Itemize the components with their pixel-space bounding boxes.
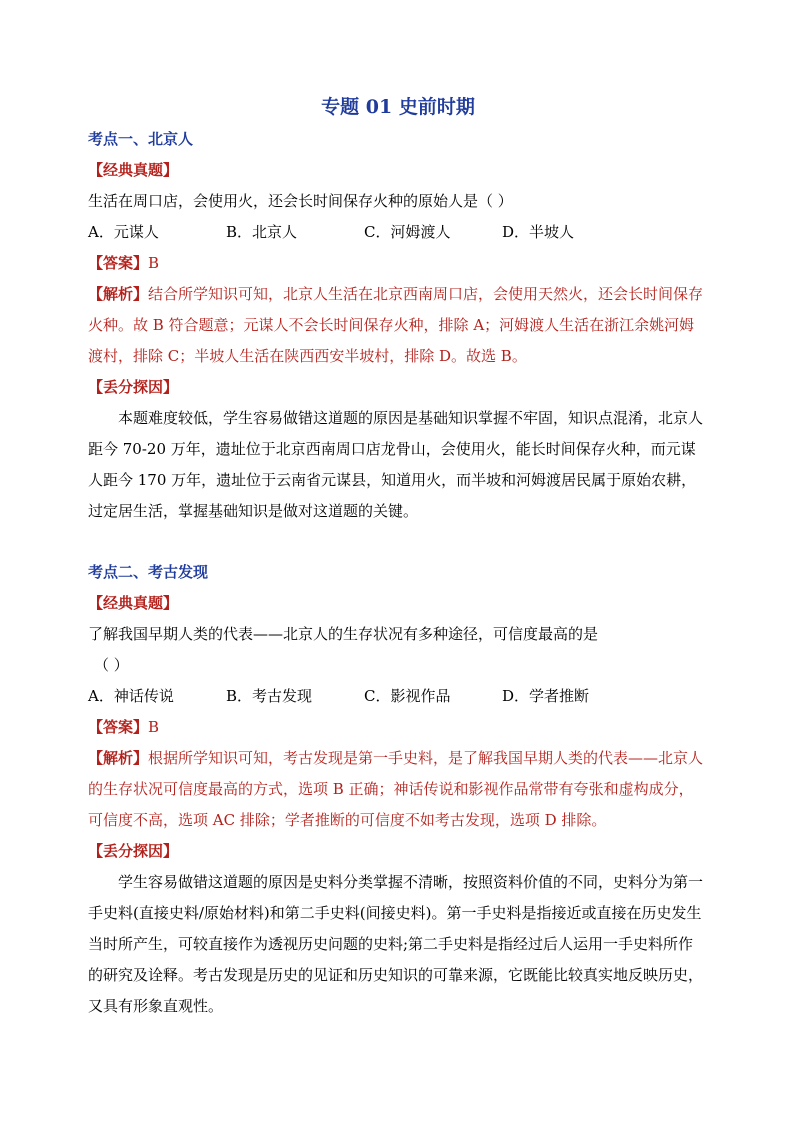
section-archaeology — [88, 557, 708, 1022]
option-c: C．河姆渡人 — [364, 223, 451, 241]
option-c: C．影视作品 — [364, 687, 451, 705]
answer-value: B — [148, 718, 160, 736]
answer-tag: 【答案】 — [88, 718, 149, 736]
answer-options — [88, 681, 708, 712]
analysis-tag: 【解析】 — [88, 285, 149, 303]
analysis-text: 结合所学知识可知，北京人生活在北京西南周口店，会使用天然火，还会长时间保存火种。故 B 符合题意；元谋人不会长时间保存火种，排除 A；河姆渡人生活在浙江余姚河姆渡村，排除 C；半坡人生活在陕西西安半坡村，排除 D。故选 B。 — [88, 285, 704, 365]
classic-question-tag: 【经典真题】 — [88, 161, 179, 179]
classic-question-tag: 【经典真题】 — [88, 594, 179, 612]
answer-line — [88, 248, 708, 279]
analysis-block — [88, 743, 708, 836]
reason-tag: 【丢分探因】 — [88, 378, 179, 396]
page-title: 专题 01 史前时期 — [321, 96, 475, 118]
analysis-tag: 【解析】 — [88, 749, 149, 767]
answer-options — [88, 217, 708, 248]
reason-text: 学生容易做错这道题的原因是史料分类掌握不清晰，按照资料价值的不同，史料分为第一手史料(直接史料/原始材料)和第二手史料(间接史料)。第一手史料是指接近或直接在历史发生当时所产生，可较直接作为透视历史问题的史料;第二手史料是指经过后人运用一手史料所作的研究及诠释。考古发现是历史的见证和历史知识的可靠来源，它既能比较真实地反映历史，又具有形象直观性。 — [88, 873, 704, 1015]
option-b: B．考古发现 — [226, 687, 313, 705]
section-heading: 考点一、北京人 — [88, 130, 194, 148]
analysis-text: 根据所学知识可知，考古发现是第一手史料，是了解我国早期人类的代表——北京人的生存状况可信度最高的方式，选项 B 正确；神话传说和影视作品常带有夸张和虚构成分，可信度不高，选项 AC 排除；学者推断的可信度不如考古发现，选项 D 排除。 — [88, 749, 704, 829]
question-text: 生活在周口店，会使用火，还会长时间保存火种的原始人是（ ） — [88, 192, 513, 210]
answer-value: B — [148, 254, 160, 272]
option-a: A．神话传说 — [88, 687, 174, 705]
question-text: 了解我国早期人类的代表——北京人的生存状况有多种途径，可信度最高的是 — [88, 625, 599, 643]
analysis-block — [88, 279, 708, 372]
reason-tag: 【丢分探因】 — [88, 842, 179, 860]
section-heading: 考点二、考古发现 — [88, 563, 209, 581]
option-b: B．北京人 — [226, 223, 298, 241]
question-paren: （ ） — [94, 656, 129, 674]
option-d: D．半坡人 — [502, 223, 575, 241]
option-a: A．元谋人 — [88, 223, 159, 241]
reason-text: 本题难度较低，学生容易做错这道题的原因是基础知识掌握不牢固，知识点混淆，北京人距今 70-20 万年，遗址位于北京西南周口店龙骨山，会使用火，能长时间保存火种，而元谋人距今 170 万年，遗址位于云南省元谋县，知道用火，而半坡和河姆渡居民属于原始农耕，过定居生活，掌握基础知识是做对这道题的关键。 — [88, 409, 704, 520]
option-d: D．学者推断 — [502, 687, 590, 705]
section-spacer — [88, 527, 708, 557]
answer-line — [88, 712, 708, 743]
answer-tag: 【答案】 — [88, 254, 149, 272]
section-beijing-man — [88, 124, 708, 527]
